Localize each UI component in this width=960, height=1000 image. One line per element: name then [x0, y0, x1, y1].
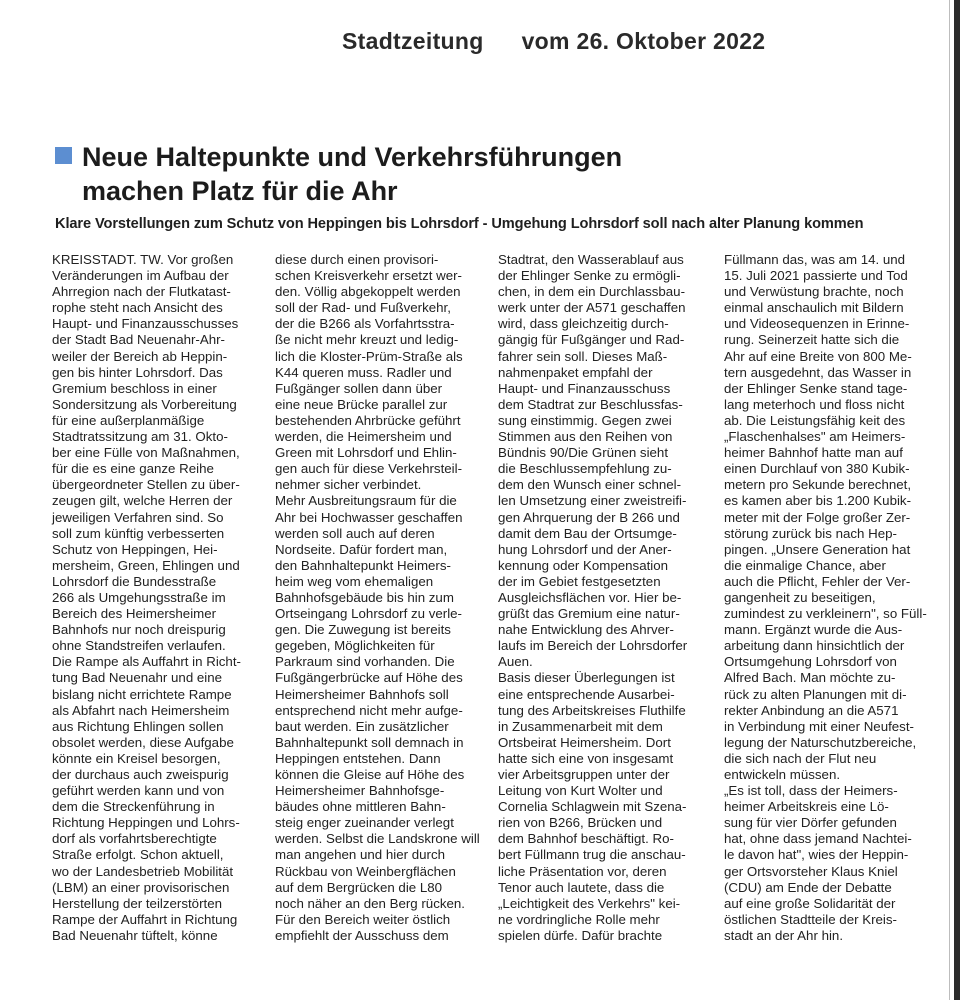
text-line: rung. Seinerzeit hatte sich die: [724, 332, 900, 348]
text-line: bert Füllmann trug die anschau-: [498, 847, 686, 863]
text-line: dem Stadtrat zur Beschlussfas-: [498, 396, 683, 412]
text-line: Mehr Ausbreitungsraum für die: [275, 493, 457, 509]
text-line: in Verbindung mit einer Neufest-: [724, 718, 914, 734]
text-line: tung des Arbeitskreises Fluthilfe: [498, 702, 686, 718]
text-line: rophe steht nach Ansicht des: [52, 300, 223, 316]
text-line: der Ehlinger Senke zu ermögli-: [498, 268, 681, 284]
text-line: störung zurück bis nach Hep-: [724, 525, 897, 541]
text-line: die sich nach der Flut neu: [724, 750, 877, 766]
text-line: die Beschlussempfehlung zu-: [498, 461, 672, 477]
text-line: chen, in dem ein Durchlassbau-: [498, 284, 685, 300]
text-line: heimer Bahnhof hatte man auf: [724, 445, 903, 461]
text-line: legung der Naturschutzbereiche,: [724, 734, 917, 750]
headline-line-1: Neue Haltepunkte und Verkehrsführungen: [82, 142, 623, 172]
text-line: K44 queren muss. Radler und: [275, 364, 452, 380]
text-line: Ausgleichsflächen vor. Hier be-: [498, 589, 682, 605]
text-line: (CDU) am Ende der Debatte: [724, 879, 892, 895]
text-line: gen bis hinter Lohrsdorf. Das: [52, 364, 223, 380]
text-line: sung für vier Dörfer gefunden: [724, 815, 897, 831]
text-line: gen. Die Zuwegung ist bereits: [275, 622, 451, 638]
text-line: nahmenpaket empfahl der: [498, 364, 653, 380]
text-line: bäudes ohne mittleren Bahn-: [275, 799, 446, 815]
text-line: in Zusammenarbeit mit dem: [498, 718, 663, 734]
text-line: arbeitung dann hinsichtlich der: [724, 638, 905, 654]
text-line: Ahrregion nach der Flutkatast-: [52, 284, 231, 300]
text-line: liche Präsentation vor, deren: [498, 863, 667, 879]
text-line: hat, ohne dass jemand Nachtei-: [724, 831, 912, 847]
text-line: weiler der Bereich ab Heppin-: [52, 348, 228, 364]
text-line: der Stadt Bad Neuenahr-Ahr-: [52, 332, 225, 348]
text-line: tung Bad Neuenahr und eine: [52, 670, 223, 686]
article-column-3: [498, 252, 704, 944]
text-line: hatte sich eine von insgesamt: [498, 750, 674, 766]
text-line: Cornelia Schlagwein mit Szena-: [498, 799, 687, 815]
text-line: Haupt- und Finanzausschusses: [52, 316, 239, 332]
text-line: auf dem Bergrücken die L80: [275, 879, 443, 895]
text-line: wo der Landesbetrieb Mobilität: [52, 863, 234, 879]
text-line: für die es eine ganze Reihe: [52, 461, 214, 477]
text-line: zumindest zu verkleinern", so Füll-: [724, 606, 927, 622]
article-headline: [55, 140, 755, 208]
text-line: vier Arbeitsgruppen unter der: [498, 767, 670, 782]
text-line: gegeben, Möglichkeiten für: [275, 638, 435, 654]
text-line: Stimmen aus den Reihen von: [498, 429, 673, 445]
text-line: nahe Entwicklung des Ahrver-: [498, 622, 674, 638]
text-line: eine neue Brücke parallel zur: [275, 396, 448, 412]
text-line: dem Bahnhof beschäftigt. Ro-: [498, 831, 674, 847]
text-line: le davon hat", wies der Heppin-: [724, 847, 909, 863]
text-line: könnte ein Kreisel besorgen,: [52, 750, 221, 766]
text-line: Sondersitzung als Vorbereitung: [52, 396, 237, 412]
text-line: Leitung von Kurt Wolter und: [498, 783, 663, 799]
text-line: baut werden. Ein zusätzlicher: [275, 718, 449, 734]
page-edge-line: [949, 0, 950, 1000]
text-line: soll zum künftig verbesserten: [52, 525, 225, 541]
text-line: werden. Selbst die Landskrone will: [275, 831, 480, 847]
text-line: Rampe der Auffahrt in Richtung: [52, 911, 238, 927]
text-line: bislang nicht errichtete Rampe: [52, 686, 232, 702]
text-line: ße nicht mehr kreuzt und ledig-: [275, 332, 459, 348]
text-line: Ahr auf eine Breite von 800 Me-: [724, 348, 912, 364]
text-line: Schutz von Heppingen, Hei-: [52, 541, 218, 557]
text-line: Lohrsdorf die Bundesstraße: [52, 573, 217, 589]
text-line: Auen.: [498, 654, 533, 670]
text-line: dorf als vorfahrtsberechtigte: [52, 831, 217, 847]
headline-line-2: machen Platz für die Ahr: [82, 176, 398, 206]
text-line: noch näher an den Berg rücken.: [275, 895, 465, 911]
text-line: auf eine große Solidarität der: [724, 895, 896, 911]
text-line: kennung oder Kompensation: [498, 557, 669, 573]
text-line: gangenheit zu beseitigen,: [724, 589, 876, 605]
text-line: der die B266 als Vorfahrtsstra-: [275, 316, 455, 332]
text-line: gen auch für diese Verkehrsteil-: [275, 461, 463, 477]
text-line: metern pro Sekunde berechnet,: [724, 477, 912, 493]
text-line: Bündnis 90/Die Grünen sieht: [498, 445, 669, 461]
text-line: Veränderungen im Aufbau der: [52, 268, 229, 284]
text-line: den Bahnhaltepunkt Heimers-: [275, 557, 451, 573]
article-column-1: [52, 252, 258, 944]
text-line: der durchaus auch zweispurig: [52, 767, 229, 782]
masthead: [342, 28, 765, 55]
text-line: damit dem Bau der Ortsumge-: [498, 525, 677, 541]
text-line: stadt an der Ahr hin.: [724, 927, 844, 943]
text-line: „Leichtigkeit des Verkehrs" kei-: [498, 895, 681, 911]
text-line: len Umsetzung einer zweistreifi-: [498, 493, 687, 509]
text-line: diese durch einen provisori-: [275, 252, 439, 267]
text-line: dem den Wunsch einer schnel-: [498, 477, 682, 493]
text-line: östlichen Stadtteile der Kreis-: [724, 911, 897, 927]
text-line: aus Richtung Ehlingen sollen: [52, 718, 224, 734]
text-line: Heppingen entstehen. Dann: [275, 750, 441, 766]
text-line: entwickeln müssen.: [724, 767, 841, 782]
text-line: geführt werden kann und von: [52, 783, 225, 799]
text-line: schen Kreisverkehr ersetzt wer-: [275, 268, 462, 284]
text-line: der Ehlinger Senke stand tage-: [724, 380, 908, 396]
text-line: soll der Rad- und Fußverkehr,: [275, 300, 451, 316]
newspaper-name: Stadtzeitung: [342, 28, 484, 54]
text-line: Gremium beschloss in einer: [52, 380, 217, 396]
text-line: KREISSTADT. TW. Vor großen: [52, 252, 234, 267]
text-line: heimer Arbeitskreis eine Lö-: [724, 799, 889, 815]
text-line: ne vordringliche Rolle mehr: [498, 911, 660, 927]
text-line: jeweiligen Verfahren sind. So: [52, 509, 224, 525]
text-line: rekter Anbindung an die A571: [724, 702, 899, 718]
issue-date: vom 26. Oktober 2022: [521, 28, 766, 54]
text-line: entsprechend nicht mehr aufge-: [275, 702, 463, 718]
text-line: man angehen und hier durch: [275, 847, 446, 863]
headline-marker-icon: [55, 147, 72, 164]
text-line: heim weg vom ehemaligen: [275, 573, 434, 589]
text-line: Bahnhofsgebäude bis hin zum: [275, 589, 454, 605]
text-line: meter mit der Folge großer Zer-: [724, 509, 911, 525]
text-line: Green mit Lohrsdorf und Ehlin-: [275, 445, 457, 461]
text-line: Ortseingang Lohrsdorf zu verle-: [275, 606, 462, 622]
text-line: grüßt das Gremium eine natur-: [498, 606, 680, 622]
text-line: bestehenden Ahrbrücke geführt: [275, 412, 461, 428]
text-line: obsolet werden, diese Aufgabe: [52, 734, 234, 750]
page-edge-shadow: [954, 0, 960, 1000]
text-line: 15. Juli 2021 passierte und Tod: [724, 268, 908, 284]
text-line: lang meterhoch und floss nicht: [724, 396, 905, 412]
text-line: Bad Neuenahr tüftelt, könne: [52, 927, 218, 943]
text-line: übergeordneter Stellen zu über-: [52, 477, 240, 493]
text-line: Parkraum sind vorhanden. Die: [275, 654, 455, 670]
text-line: die einmalige Chance, aber: [724, 557, 886, 573]
text-line: rien von B266, Brücken und: [498, 815, 663, 831]
text-line: werk unter der A571 geschaffen: [498, 300, 686, 316]
text-line: eine entsprechende Ausarbei-: [498, 686, 675, 702]
text-line: nehmer sicher verbindet.: [275, 477, 422, 493]
text-line: tern ausgedehnt, das Wasser in: [724, 364, 912, 380]
text-line: Ortsbeirat Heimersheim. Dort: [498, 734, 671, 750]
text-line: „Es ist toll, dass der Heimers-: [724, 783, 898, 799]
text-line: gen Ahrquerung der B 266 und: [498, 509, 680, 525]
text-line: Die Rampe als Auffahrt in Richt-: [52, 654, 241, 670]
text-line: und Verwüstung brachte, noch: [724, 284, 904, 300]
text-line: lich die Kloster-Prüm-Straße als: [275, 348, 463, 364]
text-line: hung Lohrsdorf und der Aner-: [498, 541, 672, 557]
article-column-4: [724, 252, 930, 944]
text-line: Tenor auch lautete, dass die: [498, 879, 665, 895]
text-line: wird, dass gleichzeitig durch-: [498, 316, 669, 332]
text-line: Stadtratssitzung am 31. Okto-: [52, 429, 228, 445]
text-line: (LBM) an einer provisorischen: [52, 879, 230, 895]
text-line: können die Gleise auf Höhe des: [275, 767, 465, 782]
text-line: mann. Ergänzt wurde die Aus-: [724, 622, 903, 638]
article-subheadline: Klare Vorstellungen zum Schutz von Heppingen bis Lohrsdorf - Umgehung Lohrsdorf soll nach alter Planung kommen: [55, 216, 864, 232]
text-line: Fußgängerbrücke auf Höhe des: [275, 670, 463, 686]
text-line: es kamen aber bis 1.200 Kubik-: [724, 493, 912, 509]
text-line: dem die Streckenführung in: [52, 799, 215, 815]
text-line: Stadtrat, den Wasserablauf aus: [498, 252, 684, 267]
text-line: steig enger zueinander verlegt: [275, 815, 454, 831]
text-line: Nordseite. Dafür fordert man,: [275, 541, 448, 557]
text-line: pingen. „Unsere Generation hat: [724, 541, 911, 557]
text-line: Fußgänger sollen dann über: [275, 380, 443, 396]
text-line: ber eine Fülle von Maßnahmen,: [52, 445, 240, 461]
text-line: 266 als Umgehungsstraße im: [52, 589, 226, 605]
text-line: Haupt- und Finanzausschuss: [498, 380, 671, 396]
text-line: Bereich des Heimersheimer: [52, 606, 217, 622]
text-line: laufs im Bereich der Lohrsdorfer: [498, 638, 688, 654]
text-line: empfiehlt der Ausschuss dem: [275, 927, 449, 943]
text-line: Ortsumgehung Lohrsdorf von: [724, 654, 897, 670]
text-line: werden soll auch auf deren: [275, 525, 435, 541]
text-line: Richtung Heppingen und Lohrs-: [52, 815, 240, 831]
text-line: Alfred Bach. Man möchte zu-: [724, 670, 896, 686]
text-line: Ahr bei Hochwasser geschaffen: [275, 509, 463, 525]
text-line: fahrer sein soll. Dieses Maß-: [498, 348, 668, 364]
article-column-2: [275, 252, 481, 944]
text-line: einen Durchlauf von 380 Kubik-: [724, 461, 910, 477]
text-line: einmal anschaulich mit Bildern: [724, 300, 904, 316]
text-line: Bahnhaltepunkt soll demnach in: [275, 734, 464, 750]
text-line: werden, die Heimersheim und: [275, 429, 452, 445]
text-line: mersheim, Green, Ehlingen und: [52, 557, 240, 573]
text-line: als Abfahrt nach Heimersheim: [52, 702, 230, 718]
text-line: ger Ortsvorsteher Klaus Kniel: [724, 863, 898, 879]
text-line: Für den Bereich weiter östlich: [275, 911, 451, 927]
text-line: spielen dürfe. Dafür brachte: [498, 927, 663, 943]
text-line: rück zu alten Planungen mit di-: [724, 686, 907, 702]
text-line: ohne Standstreifen verlaufen.: [52, 638, 226, 654]
text-line: sung einstimmig. Gegen zwei: [498, 412, 672, 428]
text-line: Rückbau von Weinbergflächen: [275, 863, 456, 879]
text-line: Heimersheimer Bahnhofs soll: [275, 686, 449, 702]
text-line: „Flaschenhalses" am Heimers-: [724, 429, 906, 445]
text-line: Basis dieser Überlegungen ist: [498, 670, 675, 686]
text-line: Straße erfolgt. Schon aktuell,: [52, 847, 224, 863]
text-line: gängig für Fußgänger und Rad-: [498, 332, 685, 348]
text-line: Herstellung der teilzerstörten: [52, 895, 222, 911]
text-line: der im Gebiet festgesetzten: [498, 573, 661, 589]
text-line: Füllmann das, was am 14. und: [724, 252, 906, 267]
text-line: den. Völlig abgekoppelt werden: [275, 284, 461, 300]
text-line: und Videosequenzen in Erinne-: [724, 316, 910, 332]
text-line: auch die Pflicht, Fehler der Ver-: [724, 573, 911, 589]
text-line: ab. Die Leistungsfähig keit des: [724, 412, 906, 428]
text-line: für eine außerplanmäßige: [52, 412, 205, 428]
text-line: Heimersheimer Bahnhofsge-: [275, 783, 445, 799]
text-line: zeugen gilt, welche Herren der: [52, 493, 233, 509]
text-line: Bahnhofs nur noch dreispurig: [52, 622, 226, 638]
